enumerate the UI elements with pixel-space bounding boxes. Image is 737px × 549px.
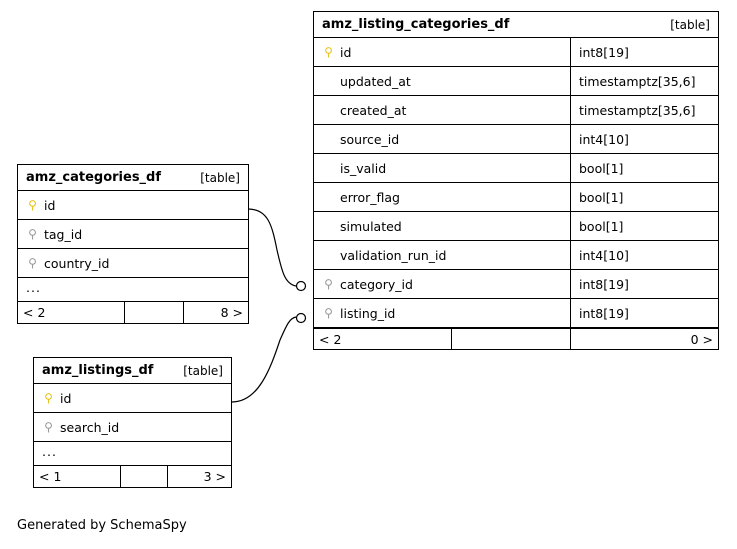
edge-categories-to-listing-categories xyxy=(248,209,296,286)
table-row[interactable] xyxy=(314,183,718,212)
column-type-cell: int8[19] xyxy=(570,299,718,327)
table-row[interactable] xyxy=(314,38,718,67)
column-type-cell: int4[10] xyxy=(570,241,718,269)
column-label: search_id xyxy=(60,419,120,435)
foreign-key-icon: ⚲ xyxy=(324,306,333,320)
column-label: updated_at xyxy=(340,73,411,89)
table-title: amz_categories_df xyxy=(26,170,162,185)
column-name-cell xyxy=(314,125,570,153)
table-footer xyxy=(18,302,248,323)
column-name-cell xyxy=(34,413,231,441)
primary-key-icon: ⚲ xyxy=(324,45,333,59)
column-label: error_flag xyxy=(340,189,400,205)
table-row[interactable] xyxy=(34,384,231,413)
column-name-cell xyxy=(314,67,570,95)
table-header xyxy=(34,358,231,384)
parent-relations-count[interactable]: < 2 xyxy=(23,305,46,320)
table-row[interactable] xyxy=(18,220,248,249)
more-columns-indicator: ... xyxy=(18,278,248,302)
table-row[interactable] xyxy=(314,299,718,328)
column-label: id xyxy=(44,197,56,213)
no-key-icon xyxy=(322,75,335,87)
column-name-cell xyxy=(18,191,248,219)
table-footer xyxy=(34,466,231,487)
column-label: id xyxy=(60,390,72,406)
no-key-icon xyxy=(322,162,335,174)
column-type-cell: bool[1] xyxy=(570,212,718,240)
table-row[interactable] xyxy=(34,413,231,442)
column-name-cell xyxy=(314,154,570,182)
column-name-cell xyxy=(18,220,248,248)
column-label: country_id xyxy=(44,255,110,271)
table-footer xyxy=(314,328,718,349)
table-type-tag: [table] xyxy=(183,363,223,378)
column-name-cell xyxy=(314,241,570,269)
column-name-cell xyxy=(314,38,570,66)
edge-listings-to-listing-categories xyxy=(232,317,296,402)
footer-middle xyxy=(120,466,168,487)
column-type-cell: bool[1] xyxy=(570,183,718,211)
column-type-cell: timestamptz[35,6] xyxy=(570,67,718,95)
table-type-tag: [table] xyxy=(670,17,710,32)
column-type-cell: bool[1] xyxy=(570,154,718,182)
child-relations-count[interactable]: 0 > xyxy=(690,331,713,347)
edge-endpoint-circle xyxy=(297,314,306,323)
foreign-key-icon: ⚲ xyxy=(28,256,37,270)
table-header xyxy=(314,12,718,38)
footer-middle xyxy=(124,302,184,323)
column-name-cell xyxy=(34,384,231,412)
child-relations-count[interactable]: 8 > xyxy=(220,305,243,320)
table-type-tag: [table] xyxy=(200,170,240,185)
primary-key-icon: ⚲ xyxy=(44,391,53,405)
no-key-icon xyxy=(322,104,335,116)
column-name-cell xyxy=(18,249,248,277)
column-type-cell: int8[19] xyxy=(570,270,718,298)
foreign-key-icon: ⚲ xyxy=(44,420,53,434)
table-row[interactable] xyxy=(314,270,718,299)
edge-endpoint-circle xyxy=(297,282,306,291)
table-amz-categories-df[interactable] xyxy=(17,164,249,324)
primary-key-icon: ⚲ xyxy=(28,198,37,212)
table-row[interactable] xyxy=(314,125,718,154)
parent-relations-count[interactable]: < 2 xyxy=(319,331,342,347)
child-relations-count[interactable]: 3 > xyxy=(203,469,226,484)
table-row[interactable] xyxy=(314,67,718,96)
column-name-cell xyxy=(314,299,570,327)
column-name-cell xyxy=(314,183,570,211)
column-name-cell xyxy=(314,96,570,124)
no-key-icon xyxy=(322,249,335,261)
table-amz-listings-df[interactable] xyxy=(33,357,232,488)
table-header xyxy=(18,165,248,191)
table-row[interactable] xyxy=(18,249,248,278)
no-key-icon xyxy=(322,220,335,232)
column-label: source_id xyxy=(340,131,400,147)
table-title: amz_listing_categories_df xyxy=(322,17,510,32)
column-type-cell: timestamptz[35,6] xyxy=(570,96,718,124)
table-row[interactable] xyxy=(314,154,718,183)
column-name-cell xyxy=(314,212,570,240)
column-type-cell: int8[19] xyxy=(570,38,718,66)
table-row[interactable] xyxy=(314,96,718,125)
generated-by-credit: Generated by SchemaSpy xyxy=(17,518,187,533)
table-amz-listing-categories-df[interactable] xyxy=(313,11,719,350)
table-row[interactable] xyxy=(314,212,718,241)
footer-middle xyxy=(451,329,571,349)
column-type-cell: int4[10] xyxy=(570,125,718,153)
column-label: is_valid xyxy=(340,160,387,176)
column-label: validation_run_id xyxy=(340,247,447,263)
parent-relations-count[interactable]: < 1 xyxy=(39,469,62,484)
more-columns-indicator: ... xyxy=(34,442,231,466)
column-label: listing_id xyxy=(340,305,396,321)
column-label: created_at xyxy=(340,102,407,118)
foreign-key-icon: ⚲ xyxy=(28,227,37,241)
column-label: tag_id xyxy=(44,226,83,242)
foreign-key-icon: ⚲ xyxy=(324,277,333,291)
no-key-icon xyxy=(322,191,335,203)
table-title: amz_listings_df xyxy=(42,363,154,378)
no-key-icon xyxy=(322,133,335,145)
table-row[interactable] xyxy=(314,241,718,270)
table-row[interactable] xyxy=(18,191,248,220)
column-label: simulated xyxy=(340,218,402,234)
column-name-cell xyxy=(314,270,570,298)
column-label: id xyxy=(340,44,352,60)
column-label: category_id xyxy=(340,276,413,292)
